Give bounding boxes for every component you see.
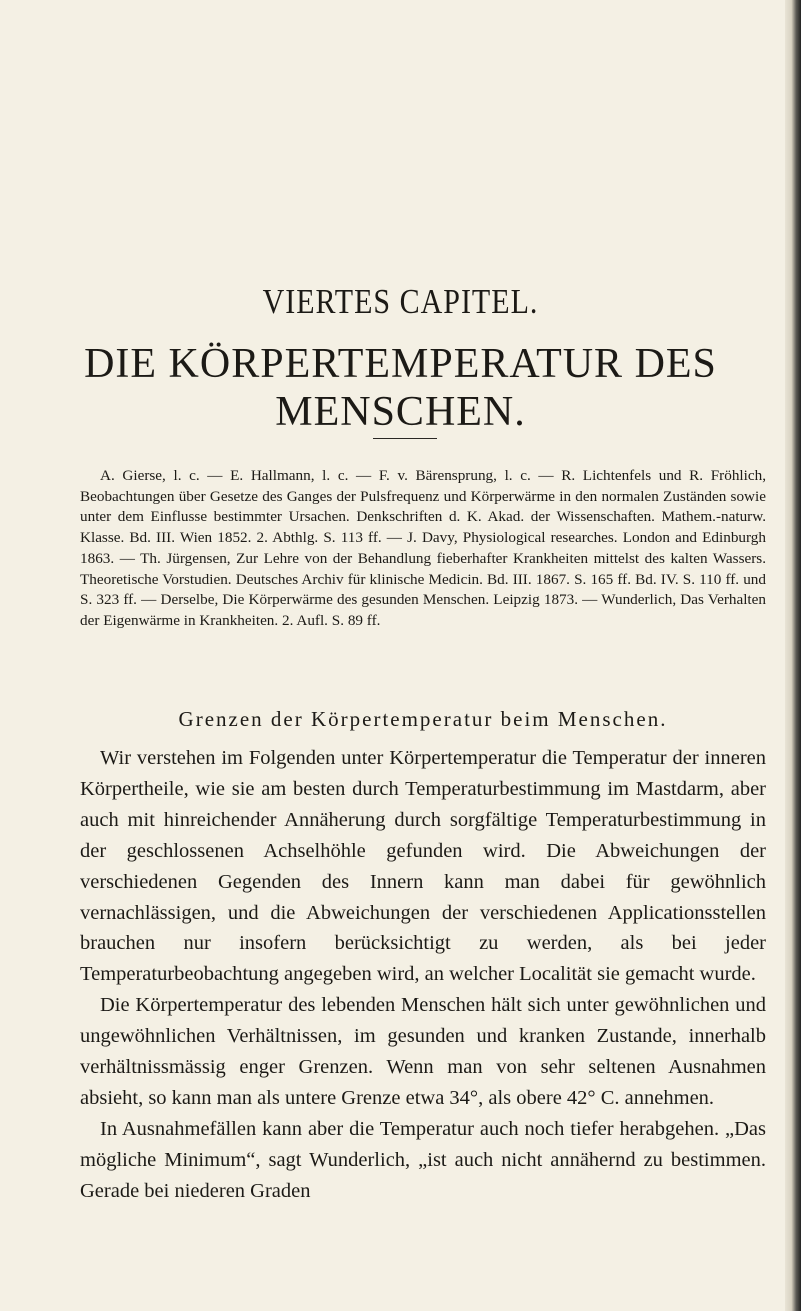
references-paragraph: A. Gierse, l. c. — E. Hallmann, l. c. — F. v. Bärensprung, l. c. — R. Lichtenfels und R. Fröhlich, Beobachtungen über Gesetze des Ganges der Pulsfrequenz und Körperwärme in den normalen Zuständen sowie unter dem Einflusse bestimmter Ursachen. Denkschriften d. K. Akad. der Wissenschaften. Mathem.-naturw. Klasse. Bd. III. Wien 1852. 2. Abthlg. S. 113 ff. — J. Davy, Physiological researches. London and Edinburgh 1863. — Th. Jürgensen, Zur Lehre von der Behandlung fieberhafter Krankheiten mittelst des kalten Wassers. Theoretische Vorstudien. Deutsches Archiv für klinische Medicin. Bd. III. 1867. S. 165 ff. Bd. IV. S. 110 ff. und S. 323 ff. — Derselbe, Die Körperwärme des gesunden Menschen. Leipzig 1873. — Wunderlich, Das Verhalten der Eigenwärme in Krankheiten. 2. Aufl. S. 89 ff. <box>80 467 766 629</box>
chapter-title <box>0 340 801 436</box>
chapter-title-line-2: MENSCHEN. <box>275 389 526 435</box>
body-paragraph-1: Wir verstehen im Folgenden unter Körpertemperatur die Temperatur der inneren Körpertheile, wie sie am besten durch Temperaturbestimmung im Mastdarm, aber auch mit hinreichender Annäherung durch sorgfältige Temperaturbestimmung in der geschlossenen Achselhöhle gefunden wird. Die Abweichungen der verschiedenen Gegenden des Innern kann man dabei für gewöhnlich vernachlässigen, und die Abweichungen der verschiedenen Applicationsstellen brauchen nur insofern berücksichtigt zu werden, als bei jeder Temperaturbeobachtung angegeben wird, an welcher Localität sie gemacht wurde. <box>80 747 766 986</box>
body-paragraph-2: Die Körpertemperatur des lebenden Menschen hält sich unter gewöhnlichen und ungewöhnlichen Verhältnissen, im gesunden und kranken Zustande, innerhalb verhältnissmässig enger Grenzen. Wenn man von sehr seltenen Ausnahmen absieht, so kann man als untere Grenze etwa 34°, als obere 42° C. annehmen. <box>80 994 766 1109</box>
title-divider <box>373 438 437 439</box>
page-edge-shadow <box>785 0 801 1311</box>
chapter-title-line-1: DIE KÖRPERTEMPERATUR DES <box>84 341 717 387</box>
body-text <box>80 743 766 1207</box>
chapter-label: VIERTES CAPITEL. <box>262 283 539 321</box>
section-heading: Grenzen der Körpertemperatur beim Menschen. <box>178 707 668 731</box>
body-paragraph-3: In Ausnahmefällen kann aber die Temperatur auch noch tiefer herabgehen. „Das mögliche Minimum“, sagt Wunderlich, „ist auch nicht annähernd zu bestimmen. Gerade bei niederen Graden <box>80 1117 766 1202</box>
